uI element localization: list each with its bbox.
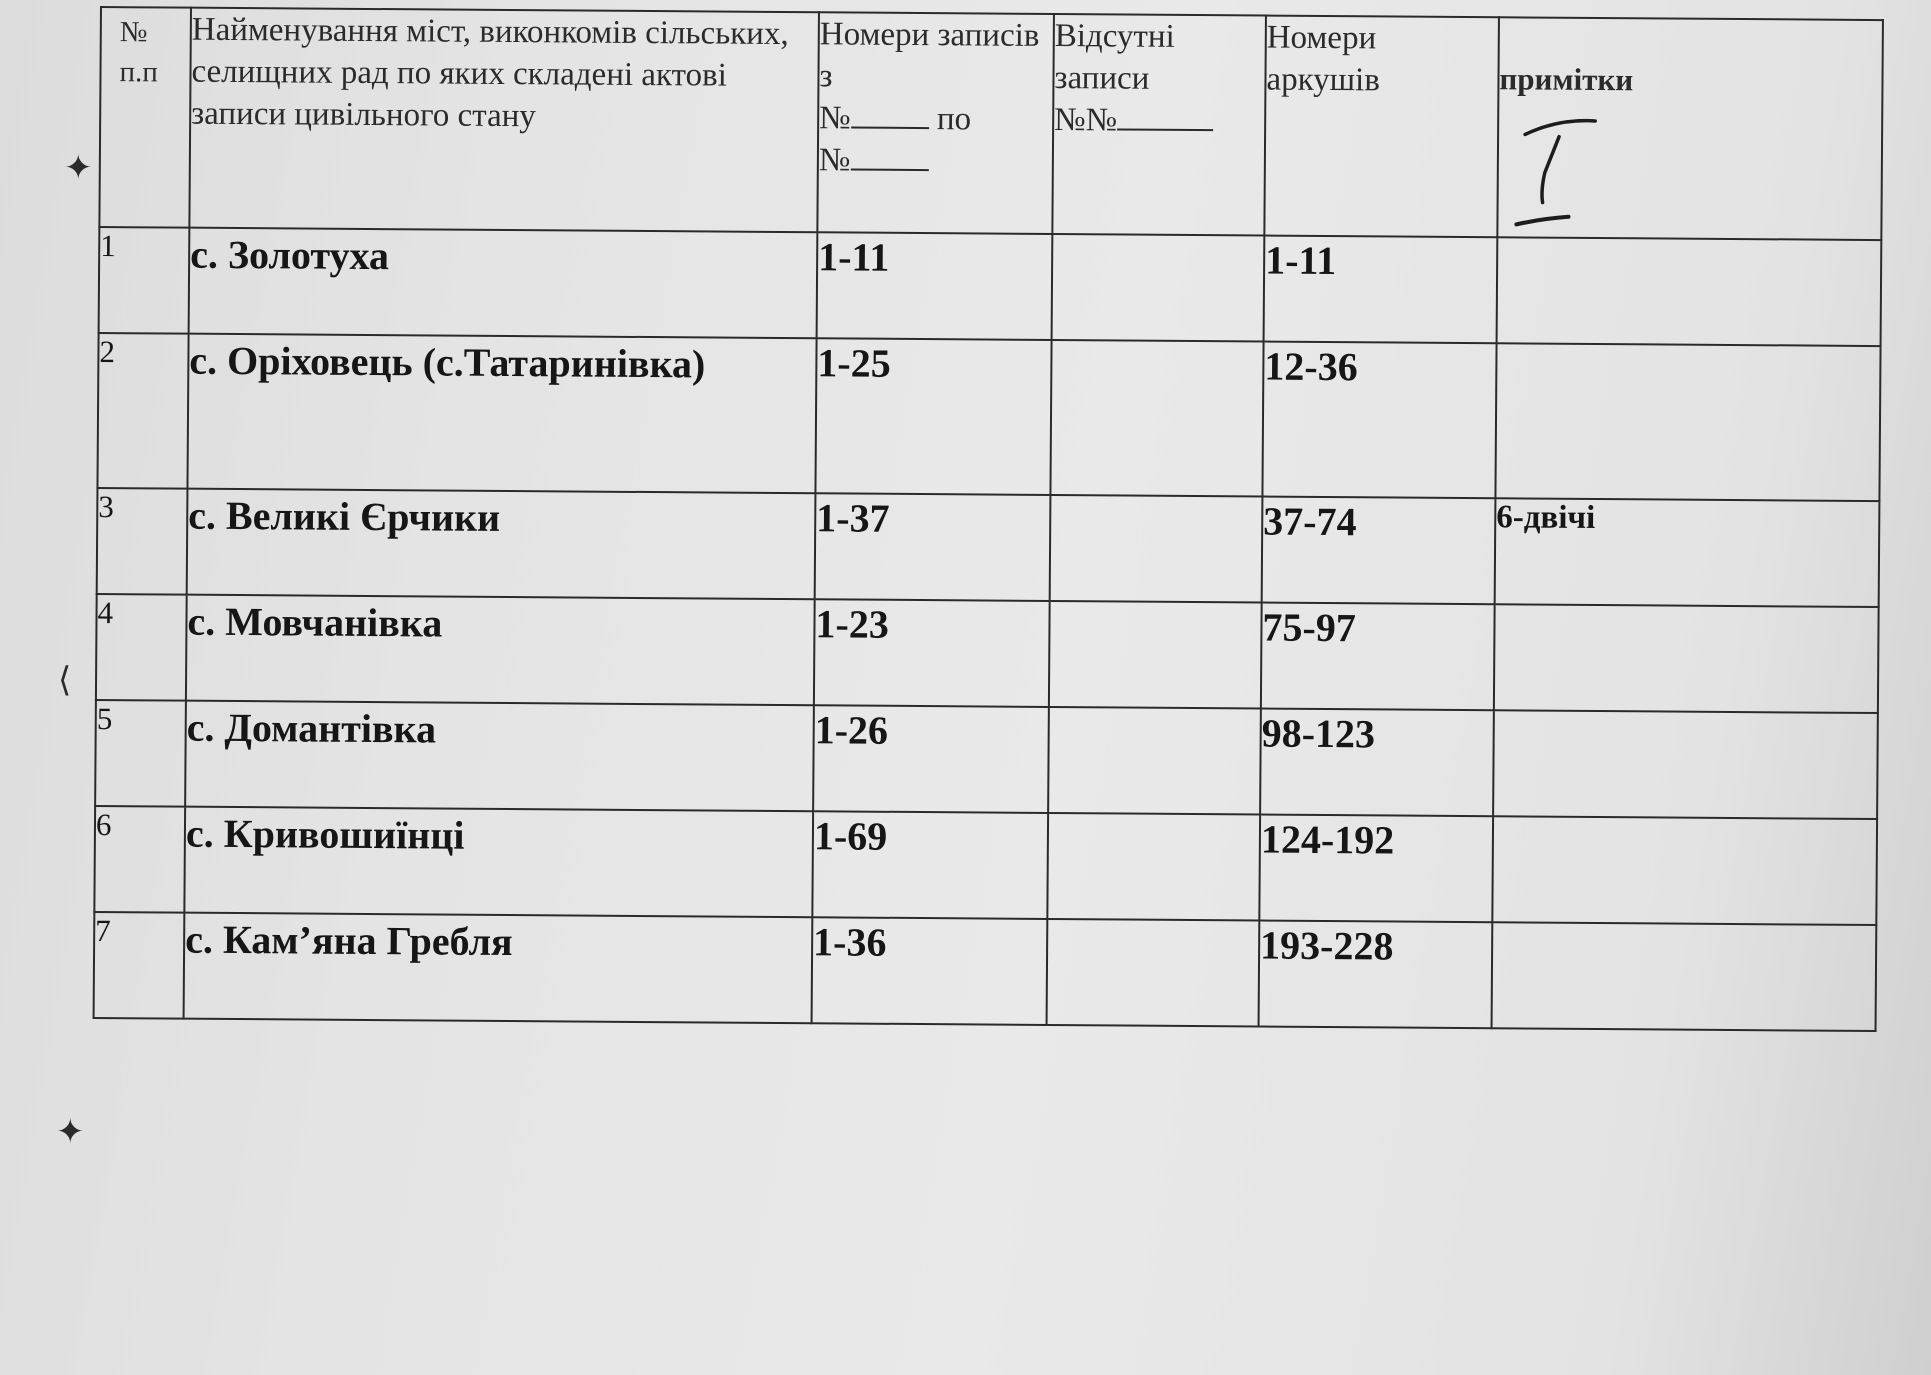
settlement-name: с. Оріховець (с.Татаринівка) xyxy=(187,334,816,494)
row-note xyxy=(1493,710,1878,819)
sheet-range: 37-74 xyxy=(1262,497,1496,605)
header-notes-label: примітки xyxy=(1499,61,1634,98)
record-range: 1-69 xyxy=(812,811,1048,919)
settlement-name: с. Мовчанівка xyxy=(186,595,815,706)
missing-records xyxy=(1050,340,1263,497)
row-note xyxy=(1492,816,1877,925)
sheet-range: 1-11 xyxy=(1264,236,1498,344)
missing-records xyxy=(1052,234,1265,342)
header-records-label: Номери записів з xyxy=(819,16,1040,95)
table-row xyxy=(99,227,1882,346)
sheet-range: 193-228 xyxy=(1259,921,1493,1029)
sheet-range: 12-36 xyxy=(1262,342,1496,499)
header-missing-prefix: №№ xyxy=(1054,101,1118,139)
header-notes xyxy=(1497,17,1883,240)
row-number: 7 xyxy=(94,912,185,1019)
missing-records xyxy=(1050,495,1263,603)
header-records-from-blank xyxy=(851,127,929,130)
handwritten-mark-icon xyxy=(1502,106,1613,237)
table-header-row xyxy=(99,7,1883,240)
missing-records xyxy=(1047,813,1260,921)
row-number: 4 xyxy=(96,594,187,701)
row-number: 6 xyxy=(94,806,185,913)
row-note: 6-двічі xyxy=(1495,498,1880,607)
row-number: 2 xyxy=(97,333,188,489)
row-number: 3 xyxy=(97,488,188,595)
header-records-to-prefix: № xyxy=(818,142,851,179)
margin-mark: ⟨ xyxy=(58,662,72,699)
table-row xyxy=(96,594,1879,713)
record-range: 1-37 xyxy=(815,493,1051,601)
header-name: Найменування міст, виконкомів сільських, селищних рад по яких складені актові записи цивільного стану xyxy=(189,8,819,233)
settlement-name: с. Великі Єрчики xyxy=(187,489,816,600)
row-note xyxy=(1497,237,1882,346)
record-range: 1-23 xyxy=(814,599,1050,707)
record-range: 1-11 xyxy=(817,232,1053,340)
header-records xyxy=(817,12,1054,234)
header-missing-blank xyxy=(1117,128,1213,131)
header-number: № п.п xyxy=(99,7,191,228)
missing-records xyxy=(1047,919,1260,1027)
settlement-name: с. Золотуха xyxy=(189,228,818,339)
record-range: 1-26 xyxy=(813,705,1049,813)
header-missing xyxy=(1052,14,1266,236)
sheet-range: 75-97 xyxy=(1261,603,1495,711)
missing-records xyxy=(1049,601,1262,709)
sheet-range: 124-192 xyxy=(1259,815,1493,923)
header-records-to-blank xyxy=(850,169,928,172)
sheet-range: 98-123 xyxy=(1260,709,1494,817)
row-note xyxy=(1494,604,1879,713)
table-row xyxy=(94,912,1877,1031)
register-sheet xyxy=(93,6,1882,1032)
settlement-name: с. Кривошиїнці xyxy=(184,807,813,918)
row-note xyxy=(1492,922,1877,1031)
settlement-name: с. Домантівка xyxy=(185,701,814,812)
table-row xyxy=(97,333,1880,501)
record-range: 1-25 xyxy=(815,338,1051,495)
row-number: 1 xyxy=(99,227,190,334)
missing-records xyxy=(1048,707,1261,815)
header-records-from-prefix: № xyxy=(819,100,851,137)
row-number: 5 xyxy=(95,700,186,807)
civil-records-table xyxy=(93,6,1884,1032)
header-sheets: Номери аркушів xyxy=(1264,16,1499,238)
row-note xyxy=(1495,343,1880,501)
table-row xyxy=(97,488,1880,607)
margin-mark: ✦ xyxy=(56,1114,85,1151)
settlement-name: с. Кам’яна Гребля xyxy=(184,913,813,1024)
record-range: 1-36 xyxy=(812,917,1048,1025)
table-row xyxy=(94,806,1877,925)
header-missing-label: Відсутні записи xyxy=(1054,18,1175,97)
header-records-to: по xyxy=(936,101,972,138)
margin-mark: ✦ xyxy=(64,150,93,187)
table-row xyxy=(95,700,1878,819)
